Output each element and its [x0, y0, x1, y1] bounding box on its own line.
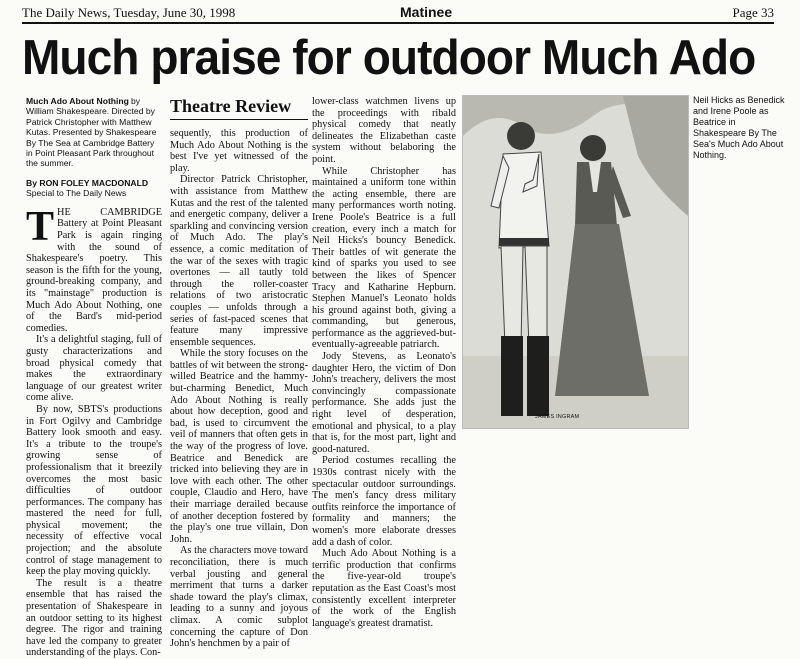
byline-name: By RON FOLEY MACDONALD	[26, 177, 149, 188]
column-3	[312, 96, 456, 629]
section-name: Matinee	[400, 4, 453, 20]
paragraph: Period costumes recalling the 1930s contrast nicely with the spectacular outdoor surroundings. The men's fancy dress military outfits reinforce the importance of formality and manners; the women's more elaborate dresses add a dash of color.	[312, 455, 456, 548]
actors-illustration	[463, 96, 688, 428]
production-photo	[462, 95, 689, 429]
paragraph: sequently, this production of Much Ado About Nothing is the best I've yet witnessed of the play.	[170, 128, 308, 174]
drop-cap: T	[26, 203, 55, 250]
page-number: Page 33	[732, 5, 774, 20]
paragraph: Jody Stevens, as Leonato's daughter Hero, the victim of Don John's treachery, delivers the most convincingly compassionate performance. She adds just the right level of desperation, emotional and physical, to a play that is, for the most part, light and good-natured.	[312, 351, 456, 455]
section-label: Theatre Review	[170, 96, 308, 120]
paragraph: While Christopher has maintained a uniform tone within the acting ensemble, there are many performances worth noting. Irene Poole's Beatrice is a full creation, every inch a match for Neil Hicks's bouncy Benedick. Their battles of wit generate the kind of sparks you used to see between the likes of Spencer Tracy and Katharine Hepburn. Stephen Manuel's Leonato holds his ground against both, giving a commanding, but generous, performance as the aggrieved-but-eventually-agreeable patriarch.	[312, 165, 456, 351]
headline: Much praise for outdoor Much Ado	[22, 31, 756, 85]
photo-caption: Neil Hicks as Benedick and Irene Poole as Beatrice in Shakespeare By The Sea's Much Ado About Nothing.	[693, 95, 785, 160]
column-1	[26, 96, 162, 659]
article-body-col1	[26, 203, 162, 659]
paragraph: lower-class watchmen livens up the proceedings with ribald physical comedy that neatly delineates the Elizabethan caste system without belaboring the point.	[312, 96, 456, 165]
paragraph: Director Patrick Christopher, with assistance from Matthew Kutas and the rest of the talented and energetic company, deliver a sparkling and convincing version of Much Ado. The play's essence, a comic meditation of the war of the sexes with tragic overtones — all tautly told through the roller-coaster relations of two aristocratic couples — unfolds through a series of fast-paced scenes that feature many impressive ensemble sequences.	[170, 174, 308, 348]
lead-text: HE CAMBRIDGE Battery at Point Pleasant Park is again ringing with the sound of Shakespeare's poetry. This season is the fifth for the young, ground-breaking company, and its "mainstage" production is Much Ado About Nothing, one of the Bard's mid-period comedies.	[26, 206, 162, 334]
paragraph: As the characters move toward reconciliation, there is much verbal jousting and general merriment that turns a darker shade toward the play's climax, leading to a sunny and joyous climax. A comic subplot concerning the capture of Don John's henchmen by a pair of	[170, 545, 308, 650]
credits-details: by William Shakespeare. Directed by Patrick Christopher with Matthew Kutas. Presented by Shakespeare By The Sea at Cambridge Battery in Point Pleasant Park throughout the summer.	[26, 96, 157, 169]
page-header	[22, 4, 774, 24]
dateline: The Daily News, Tuesday, June 30, 1998	[22, 5, 236, 20]
paragraph: Much Ado About Nothing is a terrific production that confirms the five-year-old troupe's reputation as the East Coast's most consistently excellent interpreter of the work of the English language's greatest dramatist.	[312, 548, 456, 629]
byline-role: Special to The Daily News	[26, 187, 127, 198]
paragraph: While the story focuses on the battles of wit between the strong-willed Beatrice and the hammy-but-charming Benedict, Much Ado About Nothing is really about how deception, good and bad, is used to circumvent the veil of manners that often gets in the way of the progress of love. Beatrice and Benedick are tricked into believing they are in love with each other. The other couple, Claudio and Hero, have their marriage derailed because of another deception fostered by the play's one true villain, Don John.	[170, 348, 308, 545]
paragraph: It's a delightful staging, full of gusty characterizations and broad physical comedy that makes the extraordinary language of our greatest writer come alive.	[26, 334, 162, 404]
paragraph: The result is a theatre ensemble that has raised the presentation of Shakespeare in an outdoor setting to its highest degree. The rigor and training have led the company to greater understanding of the plays. Con-	[26, 577, 162, 659]
byline	[26, 178, 162, 198]
column-2	[170, 96, 308, 650]
photo-credit: JAMES INGRAM	[535, 414, 580, 420]
credits-title: Much Ado About Nothing	[26, 96, 129, 106]
paragraph: By now, SBTS's productions in Fort Ogilvy and Cambridge Battery look smooth and easy. It's a tribute to the troupe's growing sense of professionalism that it breezily overcomes the most basic difficulties of outdoor performances. The company has mastered the need for full, physical movement; the necessity of effective vocal projection; and the absolute control of stage management to keep the play moving quickly.	[26, 403, 162, 578]
lead-paragraph	[26, 203, 162, 335]
production-credits	[26, 96, 162, 169]
